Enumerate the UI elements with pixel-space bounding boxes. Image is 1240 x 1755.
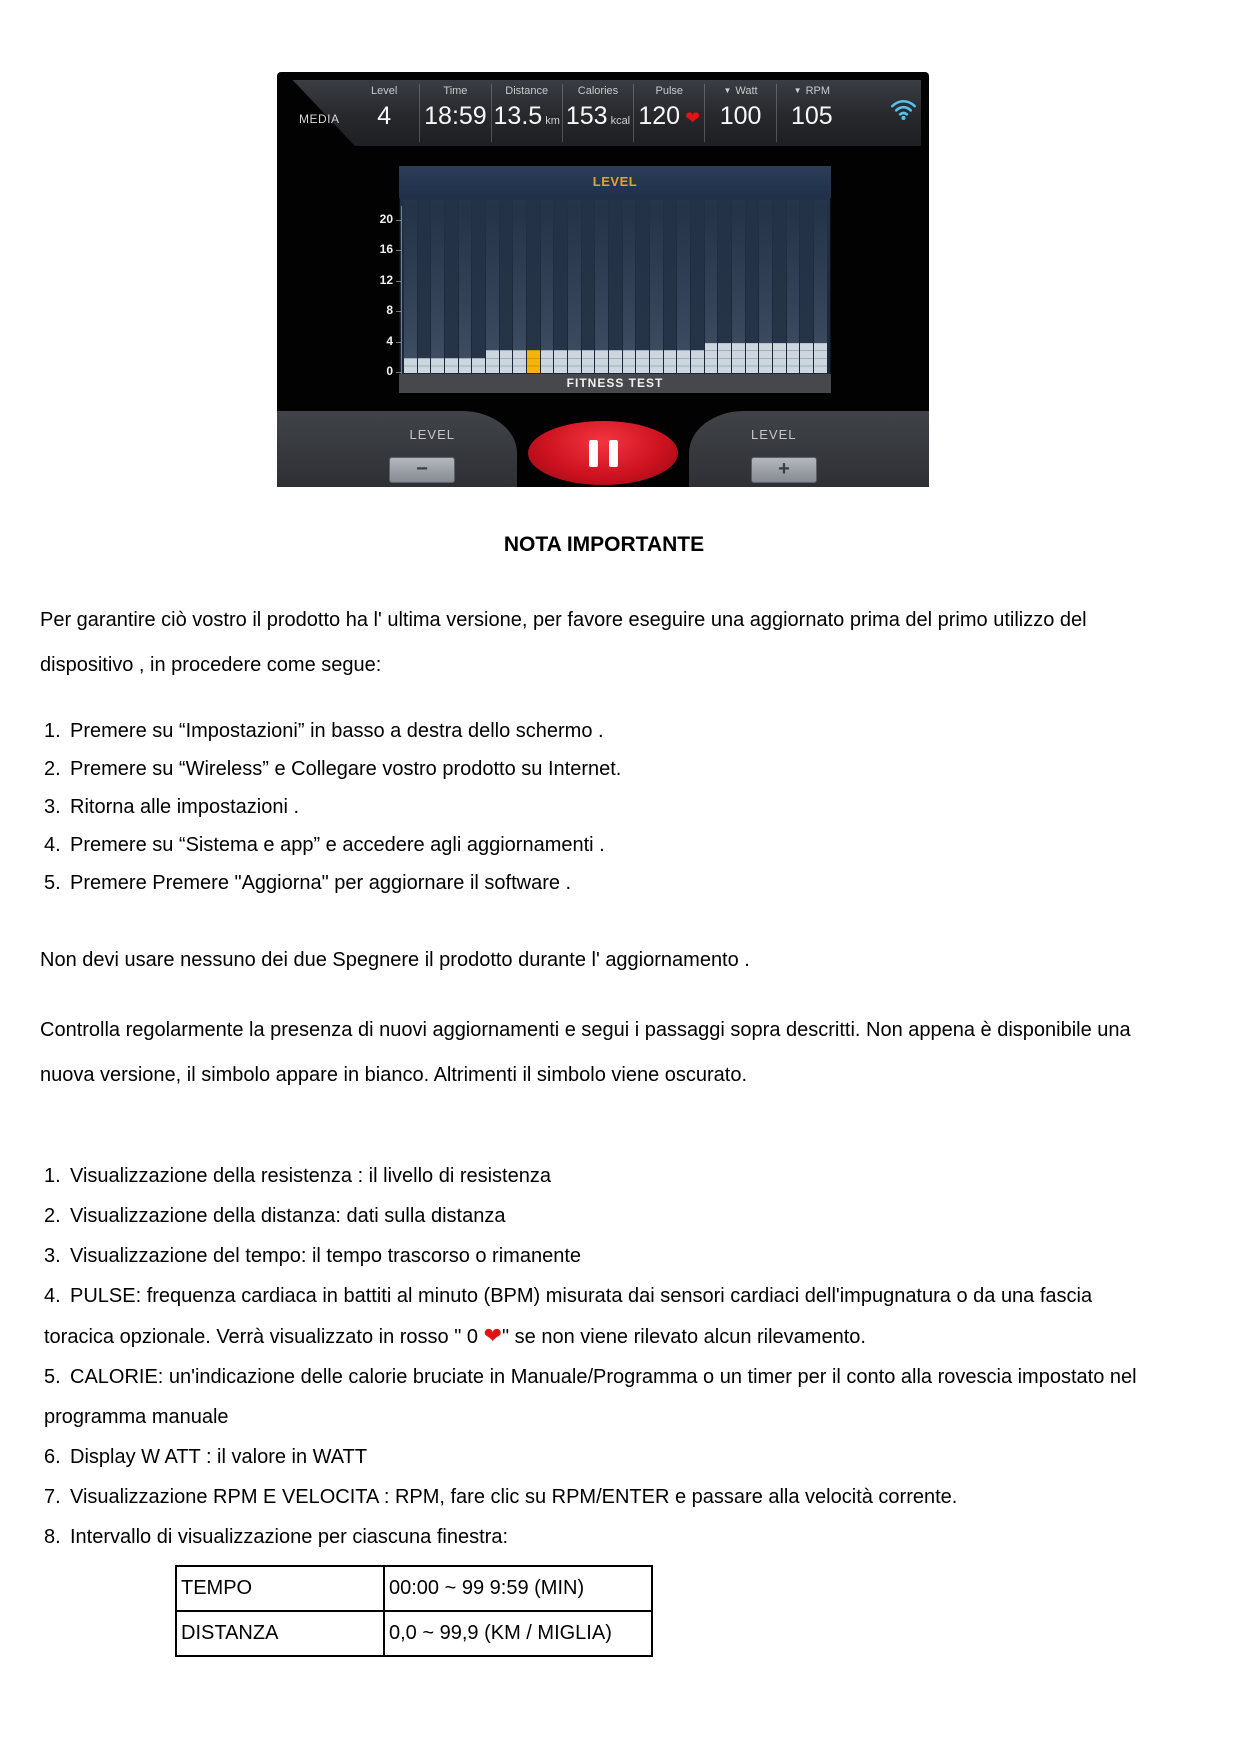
level-bar [609,350,622,373]
metric-time [419,84,490,142]
level-bar [814,343,827,373]
list-number: 2. [44,758,61,780]
level-bar-column [732,200,745,373]
ghost-bar [664,200,677,373]
metric-value: 153 kcal [565,102,631,130]
metric-value: 120 ❤ [638,102,701,130]
level-bar-column [718,200,731,373]
level-bar [787,343,800,373]
level-up-label: LEVEL [751,427,797,442]
ghost-bar [472,200,485,373]
metric-label: Distance [505,85,549,97]
level-down-panel [277,411,517,487]
metric-unit: km [545,115,560,127]
ghost-bar [527,200,540,373]
metric-value: 18:59 [424,102,487,130]
level-bar [664,350,677,373]
dropdown-arrow-icon[interactable]: ▼ [793,86,802,95]
y-tick-label: 20 [379,212,393,226]
list-number: 7. [44,1486,61,1508]
list-number: 2. [44,1205,61,1227]
level-bar [759,343,772,373]
level-bar [746,343,759,373]
pause-button[interactable] [528,421,678,485]
metric-value: 105 [790,102,833,130]
media-label: MEDIA [299,112,340,126]
level-bar [636,350,649,373]
ghost-bar [609,200,622,373]
level-bar-column [500,200,513,373]
level-bar-column [691,200,704,373]
metric-distance [491,84,562,142]
level-bar [431,358,444,373]
metric-unit: kcal [610,115,631,127]
level-bar [513,350,526,373]
list-number: 1. [44,720,61,742]
ghost-bar [445,200,458,373]
ghost-bar [677,200,690,373]
range-name-cell: DISTANZA [176,1611,384,1656]
heart-icon: ❤ [685,108,701,128]
metric-pulse [633,84,704,142]
level-bar [623,350,636,373]
level-bar-column [636,200,649,373]
level-bar [486,350,499,373]
level-bar-column [664,200,677,373]
ghost-bar [431,200,444,373]
ghost-bar [554,200,567,373]
step-item: 4. Premere su “Sistema e app” e accedere agli aggiornamenti . [44,826,1149,864]
feature-item: 5. CALORIE: un'indicazione delle calorie bruciate in Manuale/Programma o un timer per il conto alla rovescia impostato nel programma manuale [44,1357,1149,1437]
level-up-panel [689,411,929,487]
level-down-label: LEVEL [409,427,455,442]
range-name-cell: TEMPO [176,1566,384,1611]
ghost-bar [500,200,513,373]
level-bar-column [459,200,472,373]
feature-item: 1. Visualizzazione della resistenza : il livello di resistenza [44,1156,1149,1196]
level-bar-column [677,200,690,373]
level-chart [365,166,831,393]
ghost-bar [486,200,499,373]
list-number: 8. [44,1526,61,1548]
level-bar-column [746,200,759,373]
wifi-icon [890,98,917,121]
level-bar [595,350,608,373]
level-bar [418,358,431,373]
step-item: 3. Ritorna alle impostazioni . [44,788,1149,826]
metric-level [349,84,419,142]
level-bar-active [527,350,540,373]
fitness-test-label: FITNESS TEST [399,374,831,393]
level-bar [500,350,513,373]
y-tick-label: 0 [386,364,393,378]
list-number: 4. [44,1285,61,1307]
level-bar-column [705,200,718,373]
ghost-bar [623,200,636,373]
level-bar-column [445,200,458,373]
list-number: 1. [44,1165,61,1187]
level-bar [554,350,567,373]
level-bar-column [787,200,800,373]
note-paragraph: Controlla regolarmente la presenza di nuovi aggiornamenti e segui i passaggi sopra descritti. Non appena è disponibile una nuova versione, il simbolo appare in bianco. Altrimenti il simbolo viene oscurato. [40,1019,1131,1086]
level-bar [677,350,690,373]
y-tick-label: 16 [379,242,393,257]
step-item: 2. Premere su “Wireless” e Collegare vostro prodotto su Internet. [44,750,1149,788]
metric-calories [562,84,633,142]
level-bar-column [431,200,444,373]
metric-label: Pulse [655,85,684,97]
ghost-bar [404,200,417,373]
ghost-bar [595,200,608,373]
metric-label: Calories [577,85,619,97]
dropdown-arrow-icon[interactable]: ▼ [723,86,732,95]
list-number: 3. [44,1245,61,1267]
level-bar [541,350,554,373]
metric-value: 13.5 km [493,102,560,130]
level-bar-column [418,200,431,373]
step-item: 5. Premere Premere "Aggiorna" per aggiornare il software . [44,864,1149,902]
y-tick-label: 4 [386,333,393,348]
pause-icon [589,440,598,467]
ghost-bar [418,200,431,373]
metric-label: ▼ RPM [793,85,831,97]
level-bar-column [541,200,554,373]
display-features-list [44,1156,1149,1557]
y-tick-label: 8 [386,303,393,318]
feature-item: 7. Visualizzazione RPM E VELOCITA : RPM, fare clic su RPM/ENTER e passare alla velocità corrente. [44,1477,1149,1517]
metric-value: 100 [719,102,762,130]
level-bar-column [582,200,595,373]
range-value-cell: 00:00 ~ 99 9:59 (MIN) [384,1566,652,1611]
level-bar [691,350,704,373]
metric-value: 4 [377,102,392,130]
pause-icon [609,440,618,467]
heart-icon: ❤ [483,1323,502,1348]
level-bar-column [759,200,772,373]
range-value-cell: 0,0 ~ 99,9 (KM / MIGLIA) [384,1611,652,1656]
metric-rpm [776,84,847,142]
level-bars [404,200,827,373]
ghost-bar [636,200,649,373]
section-heading: NOTA IMPORTANTE [503,533,705,556]
y-tick-label: 12 [379,272,393,287]
ghost-bar [459,200,472,373]
feature-item: 2. Visualizzazione della distanza: dati sulla distanza [44,1196,1149,1236]
level-bar-column [814,200,827,373]
level-bar [800,343,813,373]
list-number: 5. [44,872,61,894]
level-bar-column [773,200,786,373]
feature-item: 8. Intervallo di visualizzazione per ciascuna finestra: [44,1517,1149,1557]
level-bar [718,343,731,373]
level-bar [568,350,581,373]
metric-watt [704,84,775,142]
level-bar-column [554,200,567,373]
level-bar-column [800,200,813,373]
console-screenshot [277,72,929,487]
ghost-bar [650,200,663,373]
ghost-bar [513,200,526,373]
y-axis [365,166,395,393]
level-plus-button[interactable]: + [751,457,817,483]
level-bar [705,343,718,373]
level-bar-column [595,200,608,373]
level-bar [773,343,786,373]
level-bar [404,358,417,373]
intro-paragraph: Per garantire ciò vostro il prodotto ha l' ultima versione, per favore eseguire una aggiornato prima del primo utilizzo del dispositivo , in procedere come segue: [40,609,1087,676]
level-bar [650,350,663,373]
level-bar [445,358,458,373]
ghost-bar [582,200,595,373]
metric-label: ▼ Watt [723,85,758,97]
ghost-bar [691,200,704,373]
list-number: 4. [44,834,61,856]
level-bar [732,343,745,373]
warning-paragraph: Non devi usare nessuno dei due Spegnere il prodotto durante l' aggiornamento . [40,949,750,971]
ghost-bar [541,200,554,373]
list-number: 6. [44,1446,61,1468]
feature-item: 6. Display W ATT : il valore in WATT [44,1437,1149,1477]
level-bar [582,350,595,373]
metric-label: Level [370,85,398,97]
metrics-row [349,84,847,142]
feature-item: 3. Visualizzazione del tempo: il tempo trascorso o rimanente [44,1236,1149,1276]
level-bar-column [472,200,485,373]
chart-title: LEVEL [399,166,831,198]
level-bar-column [513,200,526,373]
table-row [176,1566,652,1611]
level-bar-column [568,200,581,373]
level-bar-column [623,200,636,373]
level-bar-column [650,200,663,373]
level-minus-button[interactable]: − [389,457,455,483]
display-range-table [175,1565,653,1657]
level-bar-column [527,200,540,373]
level-bar-column [486,200,499,373]
table-row [176,1611,652,1656]
y-axis-line [401,206,402,374]
metric-label: Time [443,85,468,97]
list-number: 3. [44,796,61,818]
level-bar-column [404,200,417,373]
ghost-bar [568,200,581,373]
update-steps-list [44,712,1149,902]
feature-item: 4. PULSE: frequenza cardiaca in battiti al minuto (BPM) misurata dai sensori cardiaci dell'impugnatura o da una fascia toracica opzionale. Verrà visualizzato in rosso " 0 ❤" se non viene rilevato alcun rilevamento. [44,1276,1149,1357]
level-bar-column [609,200,622,373]
level-bar [459,358,472,373]
level-bar [472,358,485,373]
step-item: 1. Premere su “Impostazioni” in basso a destra dello schermo . [44,712,1149,750]
list-number: 5. [44,1366,61,1388]
